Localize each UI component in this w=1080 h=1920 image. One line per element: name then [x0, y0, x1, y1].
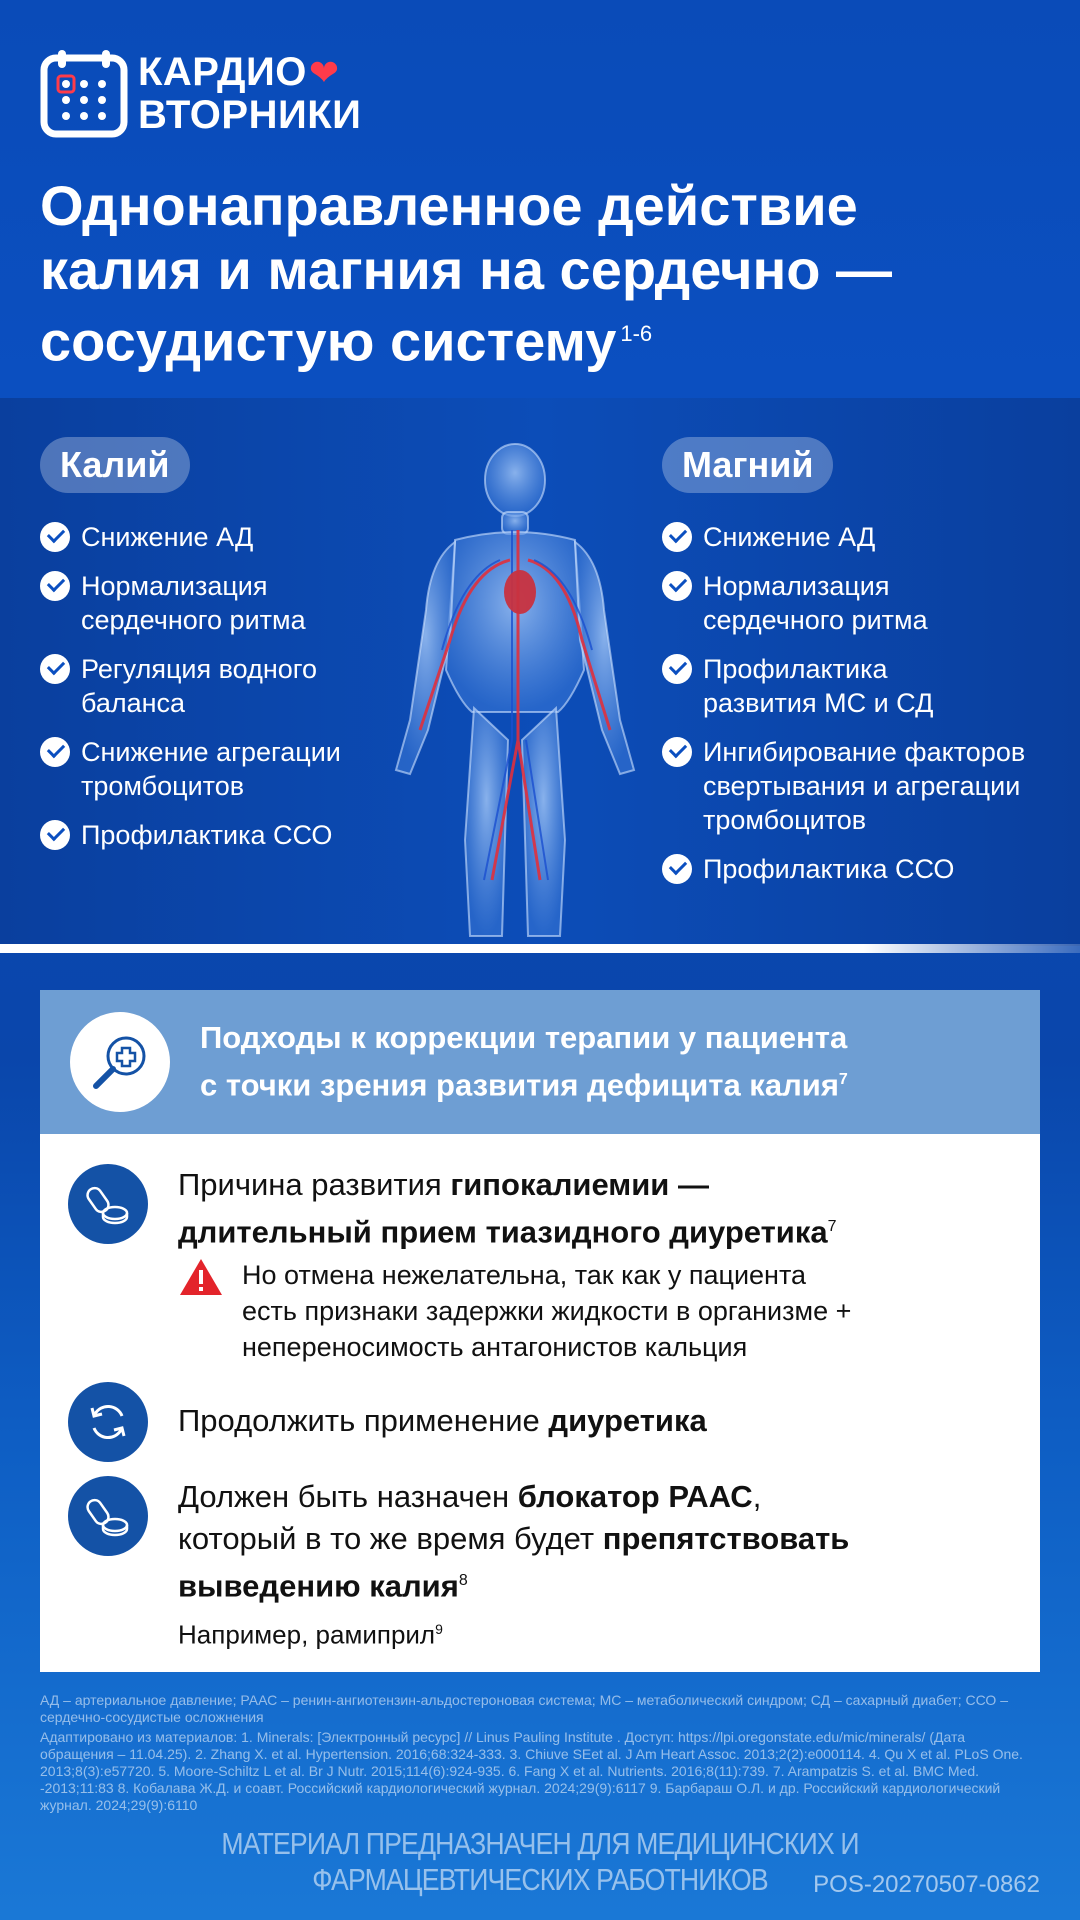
approach-card	[40, 1134, 1040, 1672]
list-item: Профилактика ССО	[662, 852, 1062, 886]
list-item: Регуляция водного баланса	[40, 652, 380, 720]
warning-icon	[178, 1257, 224, 1297]
magnifier-icon	[70, 1012, 170, 1112]
brand-logo	[40, 48, 361, 138]
check-icon	[662, 654, 692, 684]
check-icon	[40, 571, 70, 601]
section-divider	[0, 944, 1080, 953]
abbreviations: АД – артериальное давление; РААС – ренин-ангиотензин-альдостероновая система; МС – метаболический синдром; СД – сахарный диабет; ССО – сердечно-сосудистые осложнения	[40, 1692, 1008, 1725]
document-code: POS-20270507-0862	[813, 1871, 1040, 1898]
brand-line2: ВТОРНИКИ	[138, 92, 362, 137]
heart-icon: ❤	[308, 51, 340, 93]
title-line-3: сосудистую систему	[40, 309, 617, 373]
page-title	[40, 174, 1040, 374]
approach-row-3: Должен быть назначен блокатор РААС, который в то же время будет препятствовать выведению калия$^8$ Например, рамиприл$^9$	[68, 1476, 849, 1655]
brand-name	[138, 51, 361, 136]
magnesium-list	[662, 520, 1062, 901]
heart-icon	[504, 570, 536, 614]
list-item: Нормализация сердечного ритма	[40, 569, 380, 637]
list-item: Снижение АД	[662, 520, 1062, 554]
check-icon	[662, 571, 692, 601]
references: Адаптировано из материалов: 1. Minerals: [Электронный ресурс] // Linus Pauling Institute . Доступ: https://lpi.oregonstate.edu/mic/minerals/ (Дата обращения – 11.04.25). 2. Zhang X. et al. Hypertension. 2016;68:324-333. 3. Chiuve SEet al. J Am Heart Assoc. 2013;2(2):e000114. 4. Qu X et al. PLoS One. 2013;8(3):e57720. 5. Moore-Schiltz L et al. Br J Nutr. 2015;114(6):924-935. 6. Fang X et al. Nutrients. 2016;8(11):739. 7. Arampatzis S. et al. BMC Med. -2013;11:83 8. Кобалава Ж.Д. и соавт. Российский кардиологический журнал. 2024;29(9):6117 9. Барбараш О.Л. и др. Российский кардиологический журнал. 2024;29(9):6110	[40, 1729, 1023, 1813]
check-icon	[40, 522, 70, 552]
list-item: Ингибирование факторов свертывания и агрегации тромбоцитов	[662, 735, 1062, 837]
check-icon	[662, 522, 692, 552]
pills-icon	[68, 1476, 148, 1556]
magnesium-pill: Магний	[662, 437, 833, 493]
check-icon	[40, 737, 70, 767]
approach-header	[40, 990, 1040, 1134]
refresh-icon	[68, 1382, 148, 1462]
check-icon	[662, 854, 692, 884]
approach-row-1: Причина развития гипокалиемии — длительный прием тиазидного диуретика$^7$	[68, 1164, 837, 1253]
audience-banner: МАТЕРИАЛ ПРЕДНАЗНАЧЕН ДЛЯ МЕДИЦИНСКИХ И ФАРМАЦЕВТИЧЕСКИХ РАБОТНИКОВ	[221, 1826, 859, 1897]
brand-line1: КАРДИО	[138, 49, 307, 94]
potassium-pill: Калий	[40, 437, 190, 493]
title-line-2: калия и магния на сердечно —	[40, 238, 893, 301]
approach-row-2: Продолжить применение диуретика	[68, 1382, 707, 1462]
human-body-illustration	[370, 440, 660, 940]
list-item: Профилактика развития МС и СД	[662, 652, 1062, 720]
pills-icon	[68, 1164, 148, 1244]
list-item: Профилактика ССО	[40, 818, 380, 852]
approach-title: Подходы к коррекции терапии у пациента с точки зрения развития дефицита калия$^7$	[200, 1020, 848, 1103]
potassium-list	[40, 520, 380, 867]
check-icon	[40, 820, 70, 850]
warning-note: Но отмена нежелательна, так как у пациента есть признаки задержки жидкости в организме + непереносимость антагонистов кальция	[178, 1257, 851, 1365]
title-line-1: Однонаправленное действие	[40, 174, 858, 237]
list-item: Снижение АД	[40, 520, 380, 554]
check-icon	[662, 737, 692, 767]
calendar-icon	[40, 48, 128, 138]
check-icon	[40, 654, 70, 684]
list-item: Снижение агрегации тромбоцитов	[40, 735, 380, 803]
list-item: Нормализация сердечного ритма	[662, 569, 1062, 637]
title-ref: 1-6	[620, 321, 653, 346]
